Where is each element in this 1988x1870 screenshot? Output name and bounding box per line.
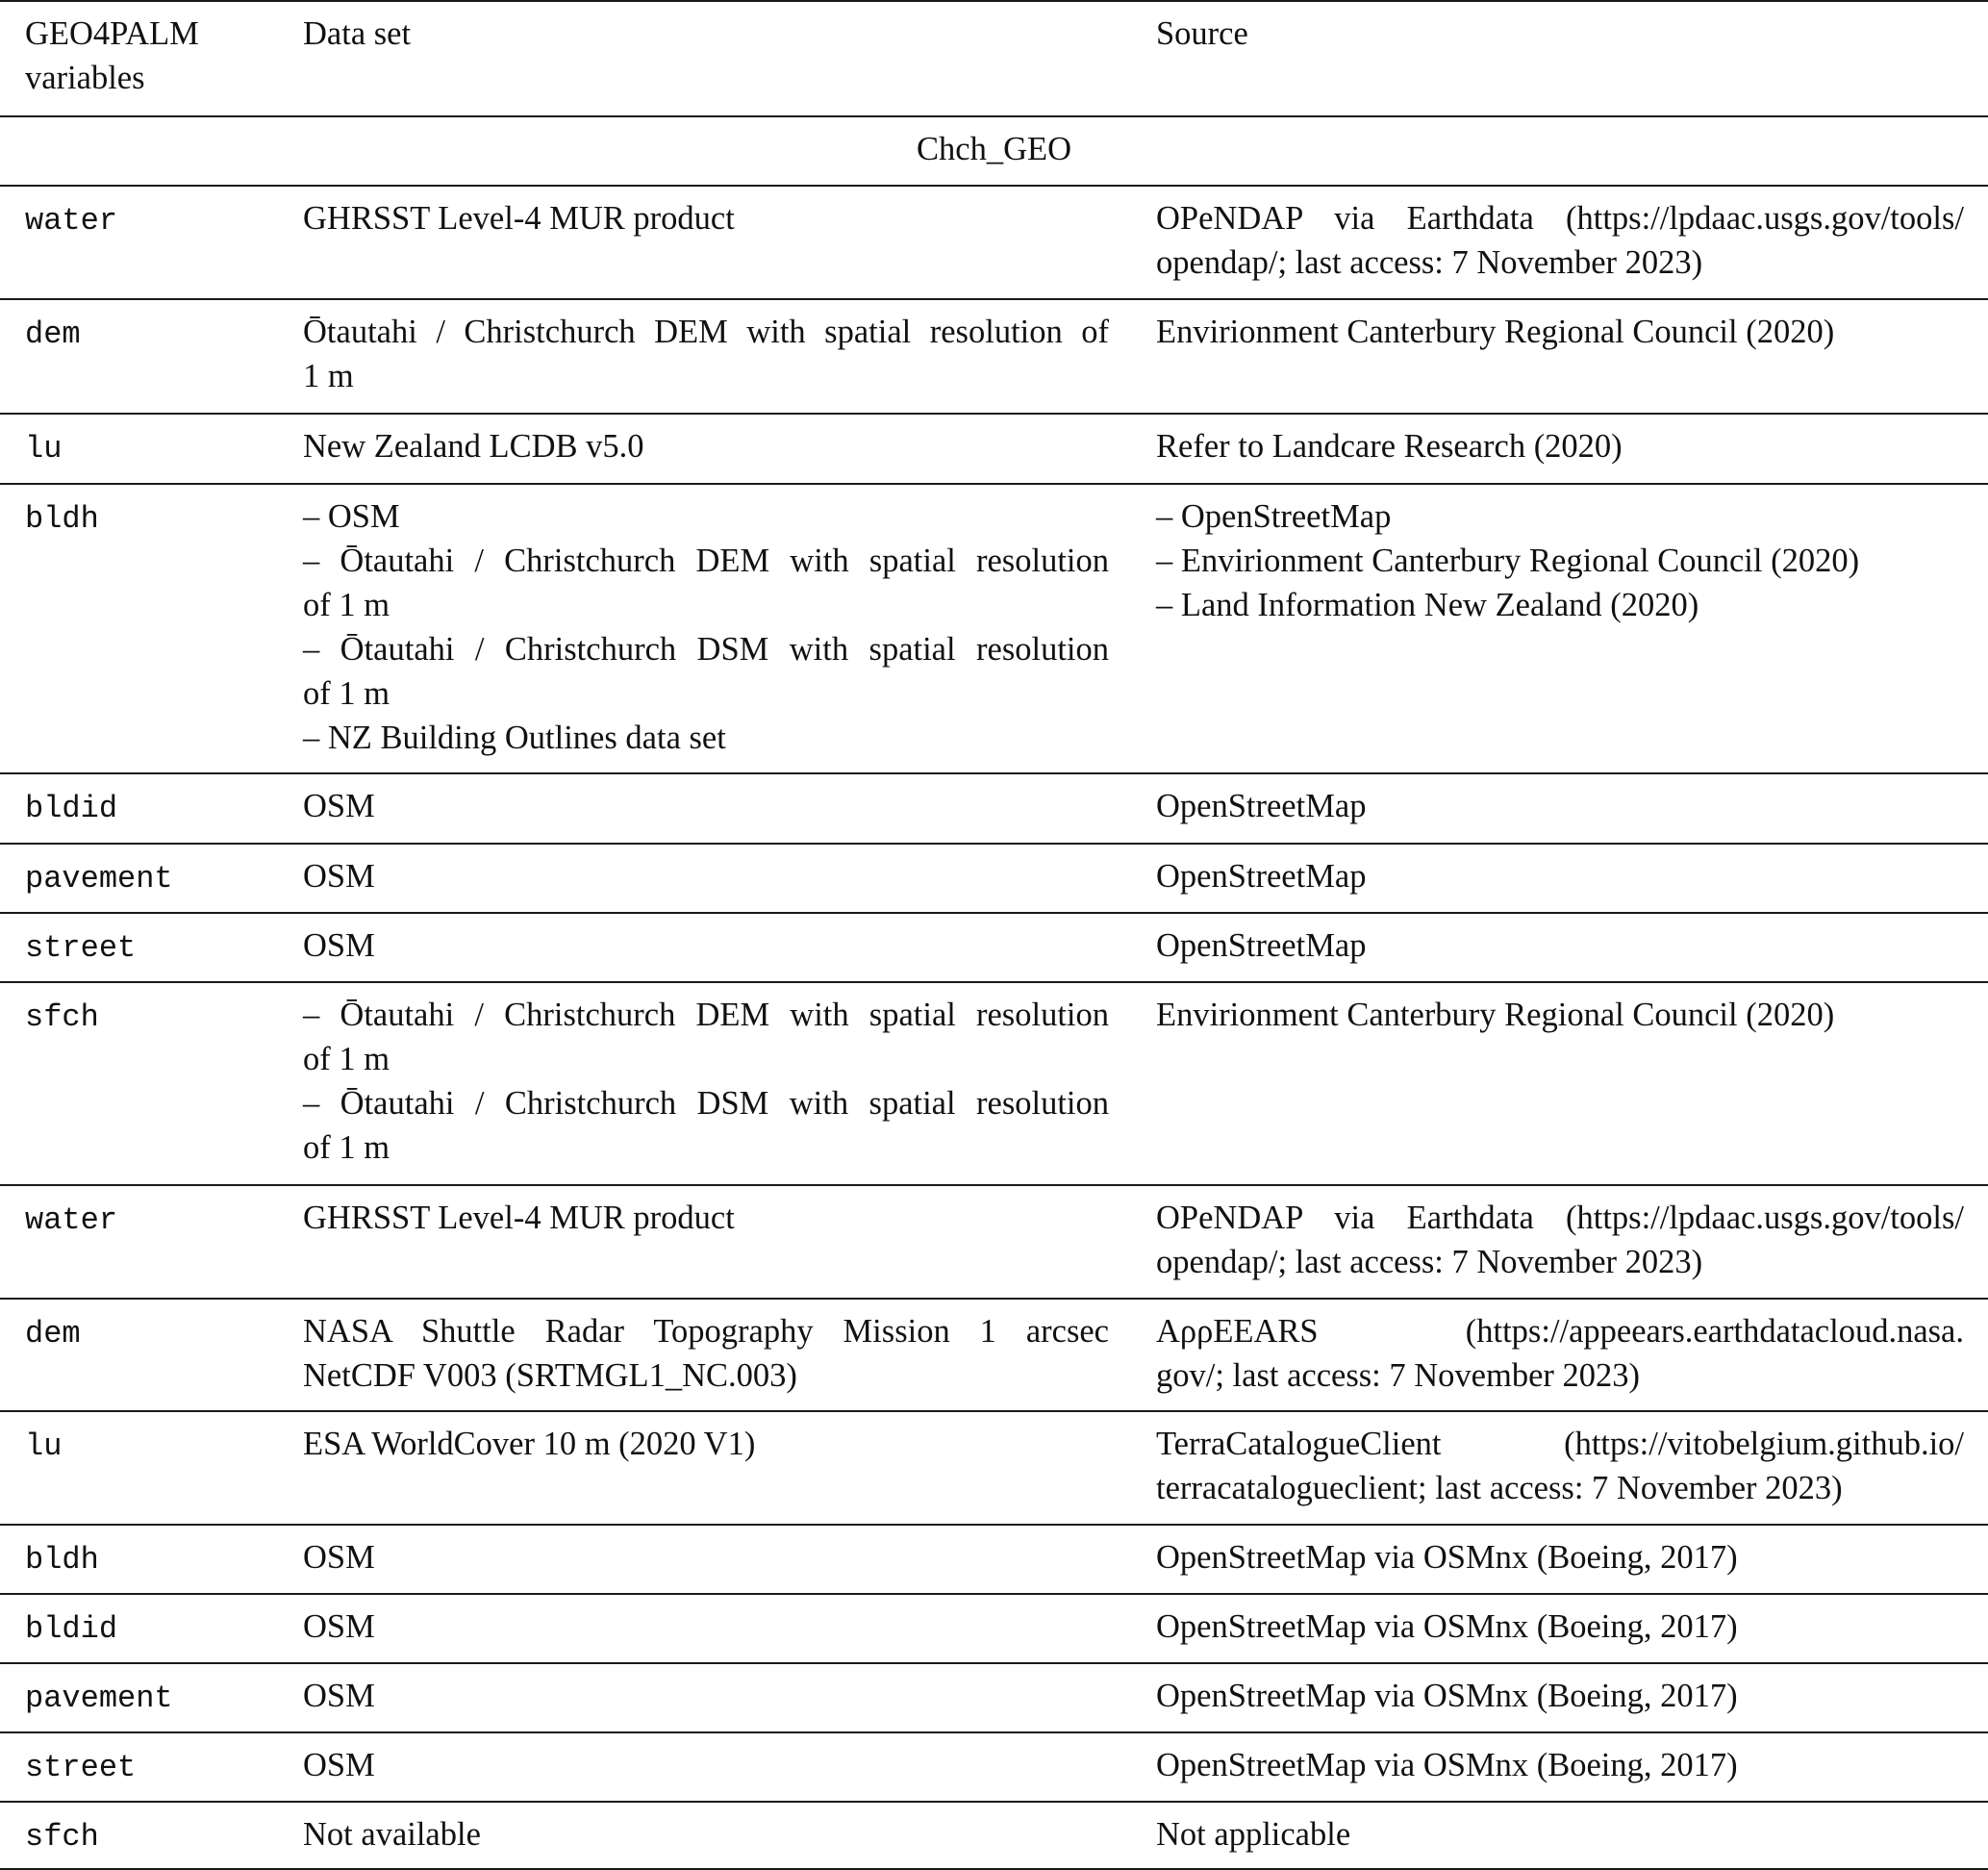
source-cell: [1156, 1743, 1964, 1787]
source-cell: [1156, 923, 1964, 968]
dataset-cell: [303, 424, 1109, 468]
dataset-cell: [303, 923, 1109, 968]
table-row: [0, 1662, 1988, 1731]
source-line: Refer to Landcare Research (2020): [1156, 428, 1623, 465]
dataset-line: of 1 m: [303, 587, 390, 623]
table-row: [0, 298, 1988, 413]
source-cell: [1156, 854, 1964, 898]
dataset-cell: [303, 1535, 1109, 1579]
table-row: [0, 1801, 1988, 1870]
source-cell: [1156, 494, 1964, 627]
variable-cell: bldid: [25, 791, 118, 826]
dataset-cell: [303, 494, 1109, 760]
header-source: Source: [1156, 15, 1248, 52]
table-row: [0, 1731, 1988, 1801]
variable-cell: sfch: [25, 1819, 99, 1855]
dataset-line: NASA Shuttle Radar Topography Mission 1 arcsec: [303, 1313, 1109, 1350]
dataset-line: Ōtautahi / Christchurch DEM with spatial resolution of: [303, 314, 1109, 350]
source-cell: [1156, 1422, 1964, 1510]
dataset-line: of 1 m: [303, 1129, 390, 1166]
dataset-cell: [303, 1674, 1109, 1718]
variable-cell: street: [25, 1750, 137, 1785]
source-line: OpenStreetMap via OSMnx (Boeing, 2017): [1156, 1608, 1738, 1645]
dataset-cell: [303, 1812, 1109, 1857]
source-line: Envirionment Canterbury Regional Council (2020): [1156, 997, 1835, 1033]
header-variables-line1: GEO4PALM: [25, 15, 199, 52]
dataset-line: Not available: [303, 1816, 481, 1853]
variable-cell: lu: [25, 1428, 63, 1464]
dataset-line: – Ōtautahi / Christchurch DEM with spatial resolution: [303, 997, 1109, 1033]
variable-cell: bldid: [25, 1611, 118, 1647]
source-line: OpenStreetMap via OSMnx (Boeing, 2017): [1156, 1747, 1738, 1783]
dataset-line: – Ōtautahi / Christchurch DSM with spatial resolution: [303, 631, 1109, 668]
source-line: OpenStreetMap: [1156, 788, 1367, 824]
source-cell: [1156, 784, 1964, 828]
source-line: gov/; last access: 7 November 2023): [1156, 1357, 1640, 1394]
source-cell: [1156, 993, 1964, 1037]
dataset-line: – Ōtautahi / Christchurch DSM with spatial resolution: [303, 1085, 1109, 1122]
dataset-cell: [303, 993, 1109, 1170]
dataset-line: – Ōtautahi / Christchurch DEM with spatial resolution: [303, 543, 1109, 579]
table-row: [0, 772, 1988, 843]
source-line: – Land Information New Zealand (2020): [1156, 587, 1699, 623]
dataset-line: OSM: [303, 788, 375, 824]
table-row: [0, 413, 1988, 483]
source-line: OpenStreetMap: [1156, 858, 1367, 895]
variable-cell: lu: [25, 431, 63, 467]
source-line: Envirionment Canterbury Regional Council (2020): [1156, 314, 1835, 350]
dataset-line: OSM: [303, 1608, 375, 1645]
source-cell: [1156, 424, 1964, 468]
source-line: opendap/; last access: 7 November 2023): [1156, 244, 1703, 281]
variable-cell: water: [25, 203, 118, 239]
table-row: [0, 1410, 1988, 1524]
dataset-cell: [303, 310, 1109, 398]
dataset-line: – OSM: [303, 498, 400, 535]
table-header-row: [0, 0, 1988, 115]
dataset-line: GHRSST Level-4 MUR product: [303, 1200, 735, 1236]
dataset-cell: [303, 196, 1109, 240]
source-line: Not applicable: [1156, 1816, 1351, 1853]
table-row: [0, 981, 1988, 1184]
source-cell: [1156, 1309, 1964, 1398]
dataset-line: of 1 m: [303, 675, 390, 712]
source-cell: [1156, 310, 1964, 354]
source-line: – Envirionment Canterbury Regional Council (2020): [1156, 543, 1860, 579]
variable-cell: street: [25, 930, 137, 966]
source-cell: [1156, 196, 1964, 285]
source-cell: [1156, 1812, 1964, 1857]
dataset-cell: [303, 854, 1109, 898]
table-row: [0, 1593, 1988, 1662]
source-cell: [1156, 1535, 1964, 1579]
table-body: [0, 185, 1988, 1870]
header-variables: [25, 12, 285, 100]
source-line: terracatalogueclient; last access: 7 November 2023): [1156, 1470, 1843, 1506]
dataset-line: of 1 m: [303, 1041, 390, 1077]
dataset-line: OSM: [303, 858, 375, 895]
dataset-cell: [303, 1605, 1109, 1649]
dataset-cell: [303, 1422, 1109, 1466]
header-variables-line2: variables: [25, 60, 145, 96]
variable-cell: dem: [25, 316, 81, 352]
source-cell: [1156, 1605, 1964, 1649]
source-line: OpenStreetMap via OSMnx (Boeing, 2017): [1156, 1539, 1738, 1576]
source-line: OpenStreetMap via OSMnx (Boeing, 2017): [1156, 1678, 1738, 1714]
source-line: OpenStreetMap: [1156, 927, 1367, 964]
dataset-line: 1 m: [303, 358, 354, 394]
source-line: – OpenStreetMap: [1156, 498, 1392, 535]
variable-cell: bldh: [25, 1542, 99, 1578]
variable-cell: pavement: [25, 861, 173, 897]
table-row: [0, 1298, 1988, 1410]
source-line: opendap/; last access: 7 November 2023): [1156, 1244, 1703, 1280]
table-row: [0, 843, 1988, 912]
section-header-row: [0, 115, 1988, 185]
variable-cell: sfch: [25, 999, 99, 1035]
source-line: TerraCatalogueClient (https://vitobelgium.github.io/: [1156, 1426, 1964, 1462]
table-row: [0, 912, 1988, 981]
variable-cell: dem: [25, 1316, 81, 1352]
source-line: OPeNDAP via Earthdata (https://lpdaac.usgs.gov/tools/: [1156, 1200, 1964, 1236]
source-line: OPeNDAP via Earthdata (https://lpdaac.usgs.gov/tools/: [1156, 200, 1964, 237]
source-cell: [1156, 1674, 1964, 1718]
table-row: [0, 483, 1988, 772]
dataset-line: New Zealand LCDB v5.0: [303, 428, 644, 465]
dataset-cell: [303, 1309, 1109, 1398]
dataset-line: OSM: [303, 1539, 375, 1576]
header-dataset: Data set: [303, 15, 412, 52]
section-title: Chch_GEO: [917, 131, 1071, 167]
dataset-line: OSM: [303, 1747, 375, 1783]
table-row: [0, 1524, 1988, 1593]
dataset-line: OSM: [303, 1678, 375, 1714]
variable-cell: pavement: [25, 1680, 173, 1716]
source-cell: [1156, 1196, 1964, 1284]
dataset-line: – NZ Building Outlines data set: [303, 720, 726, 756]
table-row: [0, 1184, 1988, 1298]
dataset-cell: [303, 784, 1109, 828]
dataset-line: GHRSST Level-4 MUR product: [303, 200, 735, 237]
source-line: AρρEEARS (https://appeears.earthdatacloud.nasa.: [1156, 1313, 1964, 1350]
dataset-line: NetCDF V003 (SRTMGL1_NC.003): [303, 1357, 797, 1394]
dataset-line: OSM: [303, 927, 375, 964]
dataset-line: ESA WorldCover 10 m (2020 V1): [303, 1426, 756, 1462]
table-row: [0, 185, 1988, 298]
variable-cell: water: [25, 1202, 118, 1238]
dataset-cell: [303, 1743, 1109, 1787]
variable-cell: bldh: [25, 501, 99, 537]
dataset-cell: [303, 1196, 1109, 1240]
